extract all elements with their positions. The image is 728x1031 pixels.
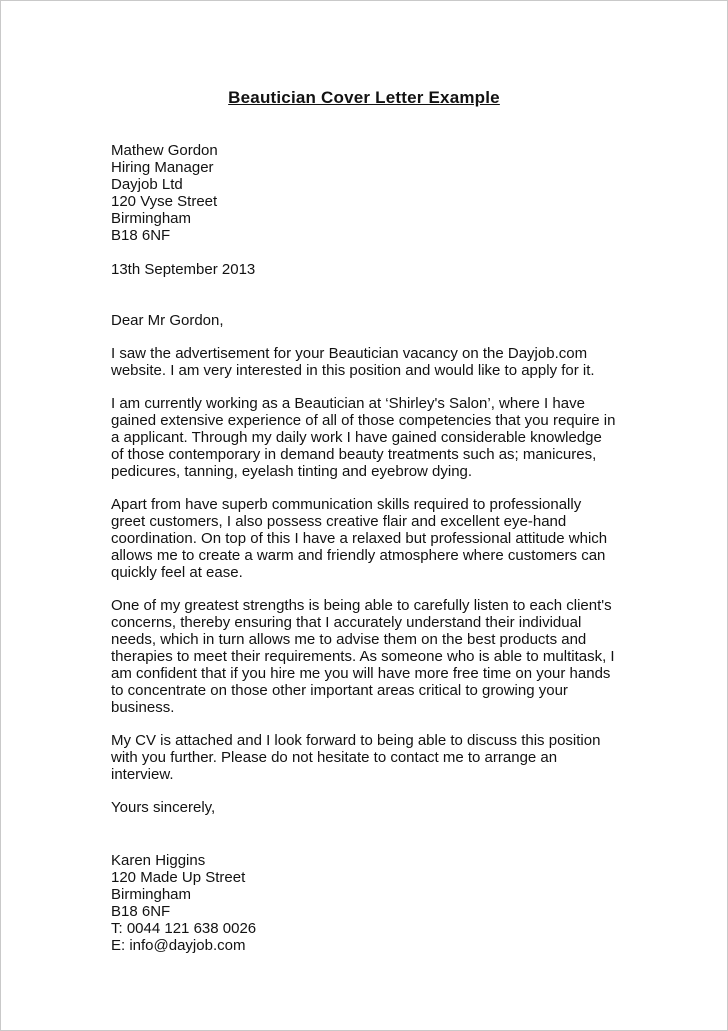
sender-phone: T: 0044 121 638 0026 bbox=[111, 920, 257, 937]
letter-title: Beautician Cover Letter Example bbox=[228, 88, 500, 107]
recipient-postcode: B18 6NF bbox=[111, 227, 171, 244]
recipient-name: Mathew Gordon bbox=[111, 142, 218, 159]
sender-email: E: info@dayjob.com bbox=[111, 937, 246, 954]
letter-date: 13th September 2013 bbox=[111, 261, 256, 278]
sender-postcode: B18 6NF bbox=[111, 903, 171, 920]
paragraph-skills: Apart from have superb communication skills required to professionally greet customers, I also possess creative flair and excellent eye-hand coordination. On top of this I have a relaxed but professional attitude which allows me to create a warm and friendly atmosphere where customers can quickly feel at ease. bbox=[111, 496, 608, 581]
paragraph-cv-attached: My CV is attached and I look forward to being able to discuss this position with you further. Please do not hesitate to contact me to arrange an interview. bbox=[111, 732, 601, 783]
salutation: Dear Mr Gordon, bbox=[111, 312, 224, 329]
sender-name: Karen Higgins bbox=[111, 852, 206, 869]
sender-city: Birmingham bbox=[111, 886, 192, 903]
paragraph-strengths: One of my greatest strengths is being able to carefully listen to each client's concerns, thereby ensuring that I accurately understand their individual needs, which in turn allows me to advise them on the best products and therapies to meet their requirements. As someone who is able to multitask, I am confident that if you hire me you will have more free time on your hands to concentrate on those other important areas critical to growing your business. bbox=[111, 597, 615, 716]
sender-block bbox=[111, 852, 617, 954]
sender-street: 120 Made Up Street bbox=[111, 869, 246, 886]
recipient-block bbox=[111, 142, 617, 244]
paragraph-intro: I saw the advertisement for your Beautician vacancy on the Dayjob.com website. I am very interested in this position and would like to apply for it. bbox=[111, 345, 595, 379]
recipient-company: Dayjob Ltd bbox=[111, 176, 183, 193]
recipient-city: Birmingham bbox=[111, 210, 192, 227]
recipient-street: 120 Vyse Street bbox=[111, 193, 218, 210]
paragraph-experience: I am currently working as a Beautician at ‘Shirley's Salon’, where I have gained extensive experience of all of those competencies that you require in a applicant. Through my daily work I have gained considerable knowledge of those contemporary in demand beauty treatments such as; manicures, pedicures, tanning, eyelash tinting and eyebrow dying. bbox=[111, 395, 616, 480]
recipient-job-title: Hiring Manager bbox=[111, 159, 214, 176]
closing-salutation: Yours sincerely, bbox=[111, 799, 216, 816]
